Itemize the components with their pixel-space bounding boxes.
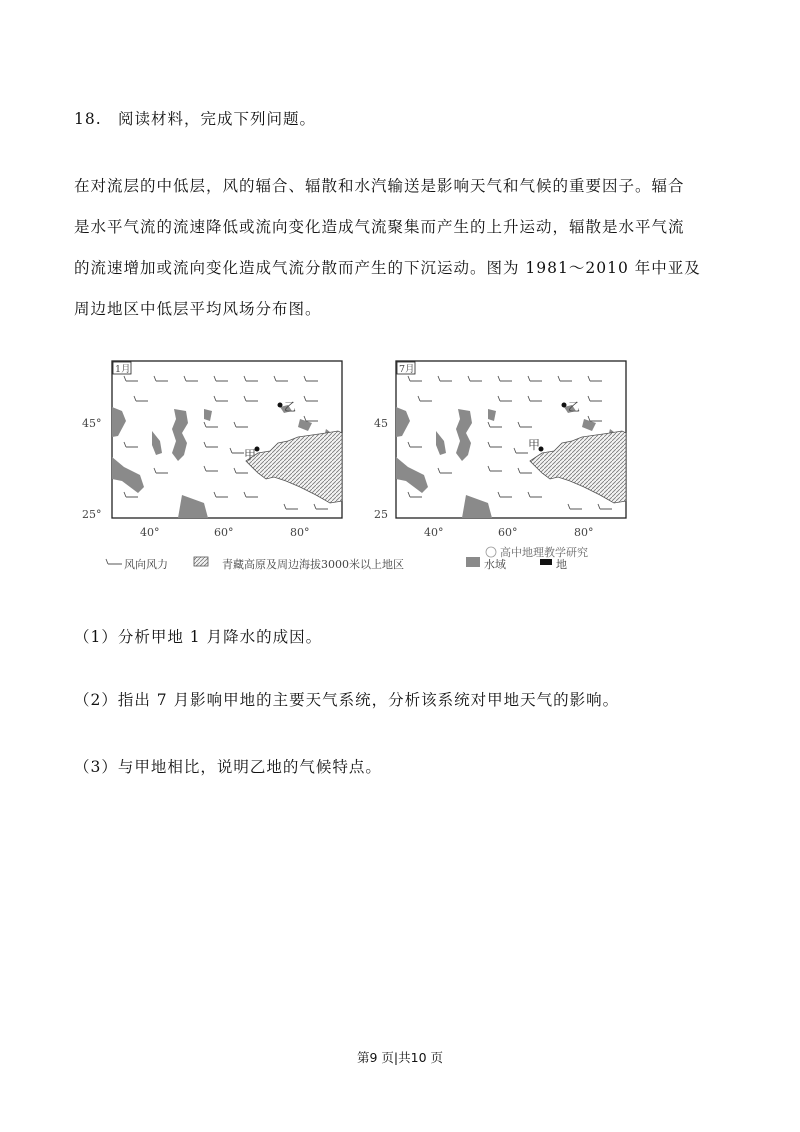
map-july-place-yi: 乙 xyxy=(568,400,581,414)
page-footer xyxy=(0,1048,800,1066)
question-instruction: 阅读材料，完成下列问题。 xyxy=(118,110,317,128)
wind-field-figure xyxy=(0,350,800,580)
question-number: 18. xyxy=(74,110,102,128)
map-january-month-label: 1月 xyxy=(115,364,131,375)
footer-total-number: 10 xyxy=(410,1050,427,1065)
footer-separator: | xyxy=(393,1050,399,1065)
footer-page-prefix: 第 xyxy=(356,1050,370,1065)
sub-question-2: （2）指出 7 月影响甲地的主要天气系统，分析该系统对甲地天气的影响。 xyxy=(74,691,620,709)
map-july-lon-40: 40° xyxy=(424,526,444,539)
footer-page-suffix: 页 xyxy=(377,1050,394,1065)
map-january-lon-40: 40° xyxy=(140,526,160,539)
watermark-logo-icon xyxy=(486,547,496,557)
sub-question-3: （3）与甲地相比，说明乙地的气候特点。 xyxy=(74,758,382,776)
question-header xyxy=(74,107,316,129)
footer-page-number: 9 xyxy=(369,1050,378,1065)
watermark-text: 高中地理教学研究 xyxy=(500,546,588,559)
map-july-month-label: 7月 xyxy=(399,364,415,375)
paragraph-line-2: 是水平气流的流速降低或流向变化造成气流聚集而产生的上升运动，辐散是水平气流 xyxy=(74,218,685,236)
footer-total-suffix: 页 xyxy=(426,1050,444,1065)
figure-legend xyxy=(106,557,567,571)
legend-water-label: 水域 xyxy=(484,558,506,571)
map-january-lat-45: 45° xyxy=(82,417,102,430)
legend-wind-icon xyxy=(106,559,122,564)
paragraph-line-1: 在对流层的中低层，风的辐合、辐散和水汽输送是影响天气和气候的重要因子。辐合 xyxy=(74,177,685,195)
map-july-lat-45: 45 xyxy=(374,417,388,430)
map-july-lon-80: 80° xyxy=(574,526,594,539)
legend-wind-label: 风向风力 xyxy=(124,558,168,571)
map-july-lat-25: 25 xyxy=(374,508,388,521)
map-july-place-jia: 甲 xyxy=(528,438,541,452)
paragraph-line-3: 的流速增加或流向变化造成气流分散而产生的下沉运动。图为 1981～2010 年中亚及 xyxy=(74,259,701,277)
legend-plateau-swatch xyxy=(194,557,208,566)
map-july xyxy=(396,361,626,518)
map-january-lon-60: 60° xyxy=(214,526,234,539)
map-january-place-yi: 乙 xyxy=(284,400,297,414)
legend-place-icon xyxy=(540,559,552,565)
watermark xyxy=(486,545,588,559)
paragraph-line-4: 周边地区中低层平均风场分布图。 xyxy=(74,300,322,318)
map-january-lon-80: 80° xyxy=(290,526,310,539)
sub-question-1: （1）分析甲地 1 月降水的成因。 xyxy=(74,628,323,646)
footer-total-prefix: 共 xyxy=(398,1050,411,1065)
legend-water-swatch xyxy=(466,557,480,567)
map-july-lon-60: 60° xyxy=(498,526,518,539)
map-january-place-jia: 甲 xyxy=(244,448,257,462)
map-january xyxy=(112,361,342,518)
legend-place-label: 地 xyxy=(556,558,567,571)
legend-plateau-label: 青藏高原及周边海拔3000米以上地区 xyxy=(222,558,404,571)
map-january-lat-25: 25° xyxy=(82,508,102,521)
